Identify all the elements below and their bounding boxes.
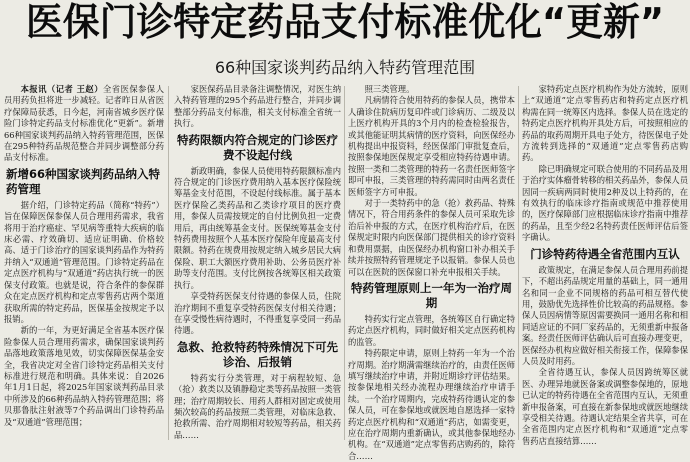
article-column-4	[522, 84, 688, 446]
paragraph: 凡病情符合使用特药的参保人员，携带本人确诊住院病历复印件或门诊病历、二级及以上医疗机构开具的3个月内的检查检验报告，或其他能证明其病情的医疗资料，向医保经办机构提出申报资料，经医保部门审批复查后，按照参保地医保规定享受相应特药待遇申请。按照一类和二类管理的特药一名责任医师签字即可申报，三类管理的特药需同时由两名责任医师签字方可申报。	[348, 95, 515, 197]
paragraph: 享受特药医保支付待遇的参保人员，住院治疗期间不重复享受特药医保支付相关待遇；在享受慢性病待遇时，不得重复享受同一药品待遇。	[174, 291, 341, 336]
lead-text: 全省医保参保人员用药负担将进一步减轻。记者昨日从省医疗保障局获悉，日今起，河南省城乡医疗保险门诊特定药品支付标准优化“更新”。新增66种国家谈判药品纳入特药管理范围，医保在295种特药品规范整合并同步调整部分药品支付标准。	[4, 84, 164, 163]
column-divider	[518, 86, 519, 440]
paragraph: 新的一年，为更好满足全省基本医疗保险参保人员合理用药需求，确保国家谈判药品落地政策落地见效，切实保障医保基金安全，我省决定对全省门诊特定药品相关支付标准进行规范和明确。具体来说：自2026年1月1日起，将2025年国家谈判药品目录中所涉及的66种药品纳入特药管理范围；将贝那鲁肽注射液等7个药品调出门诊特药品及“双通道”管理范围；	[4, 325, 164, 427]
column-divider	[344, 86, 345, 440]
section-heading: 门诊特药待遇全省范围内互认	[530, 246, 680, 261]
paragraph: 特药限定申请，原则上特药一年为一个治疗周期。治疗期满需继续治疗的，由责任医师填写继续治疗申请，并附近期诊疗评估结果。按参保地相关经办流程办理继续治疗申请手续。一个治疗周期内，完成特药待遇认定的参保人员，可在参保地或就医地自愿选择一家特药定点医疗机构和“双通道”药店，如需变更，应在治疗周期内重新确认，或其他参保地经办机构。在“双通道”定点零售药店购药的，除符合……	[348, 348, 515, 461]
paragraph: 特药实行定点管理，各统筹区自行确定特药定点医疗机构，同时做好相关定点医药机构的监管。	[348, 313, 515, 347]
paragraph: 新政明确，参保人员使用特药限额标准内符合规定的门诊医疗费用纳入基本医疗保险统筹基金支付范围，不设起付线标准。属于基本医疗保险乙类药品和乙类诊疗项目的医疗费用，参保人员需按规定的自付比例负担一定费用后，再由统筹基金支付。医保统筹基金支付特药费用按照个人基本医疗保险年度最高支付限额。特药在规费用按规定纳入城乡居民大病保险、职工大额医疗费用补助、公务员医疗补助等支付范围。支付比例按各统筹区相关政策执行。	[174, 165, 341, 290]
subheadline: 66种国家谈判药品纳入特药管理范围	[214, 58, 476, 77]
paragraph: 对于一类特药中的急（抢）救药品、特殊情况下，符合用药条件的参保人员可采取先诊治后补申报的方式，在医疗机构治疗后，在医保规定时限内向医保部门提供相关的诊疗资料和费用票据，由医保经办机构窗口补办相关手续并按照特药管理规定予以报销。参保人员也可以在医院的医保窗口补充申报相关手续。	[348, 198, 515, 277]
article-column-2	[174, 84, 341, 440]
paragraph: 据介绍，门诊特定药品（简称“特药”）旨在保障医保参保人员合理用药需求，我省将用于治疗癌症、罕见病等重特大疾病的临床必需、疗效确切、适应证明确、价格较高、适于门诊治疗的国家谈判药品作为特药并纳入“双通道”管理范围。门诊特定药品在定点医疗机构与“双通道”药店执行统一的医保支付政策。也就是说，符合条件的参保群众在定点医疗机构和定点零售药店两个渠道获取所需的特定药品，医保基金按规定予以报销。	[4, 199, 164, 324]
paragraph: 特药实行分类管理，对于病程较短、急（抢）救类以及镇静稳定类等药品按照一类管理；治疗周期较长、用药人群相对固定或使用频次较高的药品按照二类管理，对临床急救、抢救所需、治疗周期相对较短等药品，相关药品……	[174, 372, 341, 440]
paragraph: 政策规定，在满足参保人员合理用药前提下，不超出药品规定用量的基础上，同一通用名和同一企业不同规格的药品可相互替代使用，鼓励优先选择性价比较高的药品规格。参保人员因病情等原因需要换同一通用名称和相同适应证的不同厂家药品的，无须重新申报备案。经责任医师评估确认后可直接办理变更，医保经办机构应做好相关衔接工作，保障参保人员及时用药。	[522, 264, 688, 366]
article-column-1	[4, 84, 164, 440]
paragraph: 全省待遇互认，参保人员因跨统筹区就医、办理异地就医备案或调整参保地的，原地已认定的特药待遇在全省范围内互认，无须重新申报备案，可直接在新参保地或就医地继续享受相关待遇。待遇认定结果全省共享，可在全省范围内定点医疗机构和“双通道”定点零售药店直接结算……	[522, 367, 688, 446]
section-heading: 特药限额内符合规定的门诊医疗费不设起付线	[177, 132, 338, 162]
paragraph: 照三类管理。	[364, 84, 415, 94]
column-divider	[168, 86, 169, 440]
section-heading: 急救、抢救特药特殊情况下可先诊治、后报销	[177, 339, 338, 369]
byline: 本报讯（记者 王赵）	[20, 84, 103, 94]
section-heading: 特药管理原则上一年为一治疗周期	[351, 280, 512, 310]
paragraph: 除已明确规定可联合使用的不同药品及用于治疗实体瘤骨转移的相关药品外，参保人员因同一疾病两同时使用2种及以上特药的，在有效执行的临床诊疗指南或规范中推荐使用的，医疗保障部门应根据临床诊疗指南中推荐的药品，且至少经2名特药责任医师评估后签字确认。	[522, 163, 688, 243]
paragraph: 家特药定点医疗机构作为处方流转，原则上“双通道”定点零售药店和特药定点医疗机构需在同一统筹区内选择。参保人员在选定的特药定点医疗机构开具处方后，可按照相应的药品的取药周期开具电子处方，待医保电子处方流转到选择的“双通道”定点零售药店购药。	[522, 84, 688, 163]
article-column-3	[348, 84, 515, 461]
section-heading: 新增66种国家谈判药品纳入特药管理	[6, 166, 161, 196]
paragraph: 家医保药品目录备注调整情况，对医生纳入特药管理的295个药品进行整合，并同步调整部分药品支付标准，相关支付标准全省统一执行。	[174, 84, 341, 129]
lead-paragraph	[4, 84, 164, 164]
headline: 医保门诊特定药品支付标准优化“更新”	[25, 0, 665, 44]
